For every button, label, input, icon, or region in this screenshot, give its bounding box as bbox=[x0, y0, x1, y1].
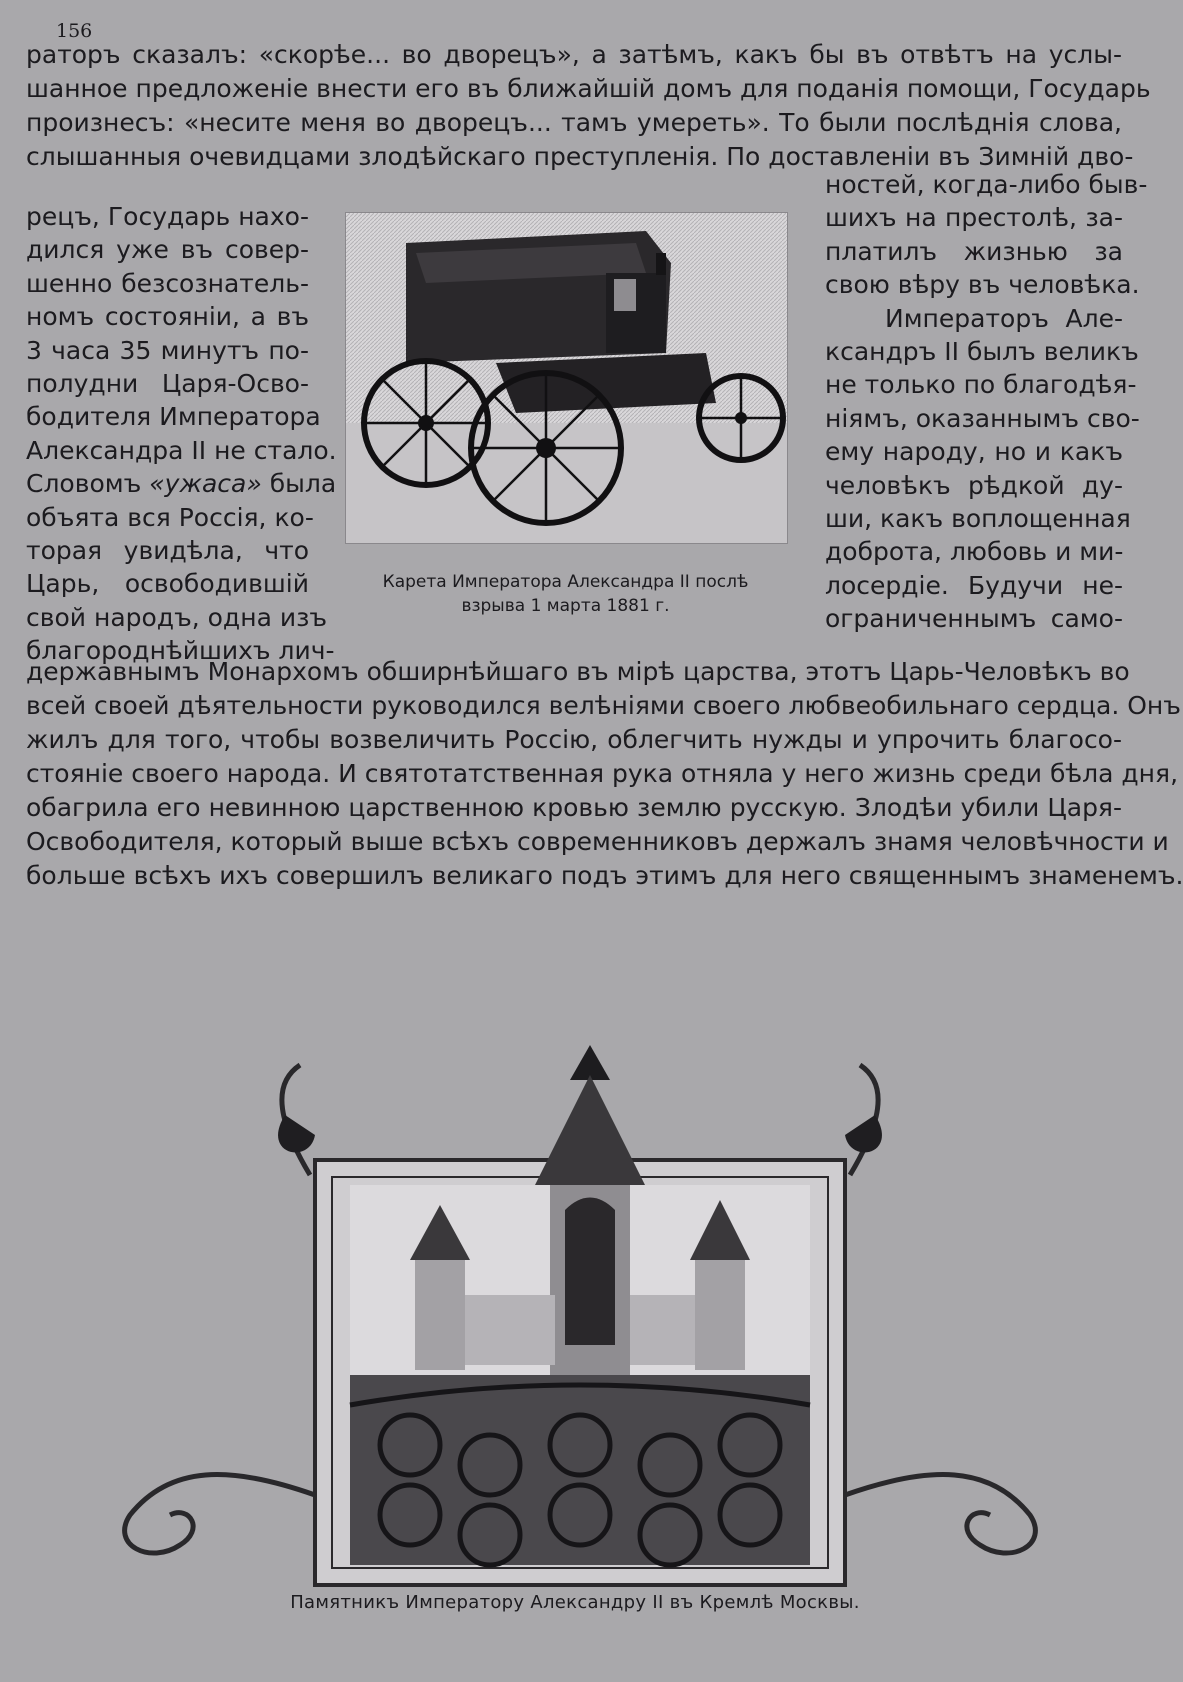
page-number: 156 bbox=[56, 20, 93, 42]
text-line: жилъ для того, чтобы возвеличить Россію, облегчить нужды и упрочить благосо- bbox=[26, 725, 1122, 754]
text-line: не только по благодѣя- bbox=[825, 370, 1137, 400]
text-line: 3 часа 35 минутъ по- bbox=[26, 335, 309, 365]
text-line: шихъ на престолѣ, за- bbox=[825, 203, 1123, 233]
text-line: Царь, освободившій bbox=[26, 569, 309, 599]
text-line: благороднѣйшихъ лич- bbox=[26, 636, 335, 666]
text-line: раторъ сказалъ: «скорѣе... во дворецъ», а затѣмъ, какъ бы въ отвѣтъ на услы- bbox=[26, 40, 1122, 69]
text-line: шенно безсознатель- bbox=[26, 268, 309, 298]
horror-before: Словомъ bbox=[26, 469, 150, 499]
text-line: бодителя Императора bbox=[26, 402, 321, 432]
text-line: свою вѣру въ человѣка. bbox=[825, 270, 1140, 300]
caption-line: взрыва 1 марта 1881 г. bbox=[461, 596, 670, 616]
text-line: Императоръ Але- bbox=[885, 303, 1123, 333]
left-column bbox=[26, 200, 337, 667]
text-line: всей своей дѣятельности руководился велѣніями своего любвеобильнаго сердца. Онъ bbox=[26, 691, 1181, 720]
text-line: лосердіе. Будучи не- bbox=[825, 570, 1123, 600]
carriage-caption bbox=[345, 570, 786, 618]
text-line: стояніе своего народа. И святотатственная рука отняла у него жизнь среди бѣла дня, bbox=[26, 759, 1179, 788]
text-line: ограниченнымъ само- bbox=[825, 604, 1123, 634]
text-line bbox=[26, 467, 337, 500]
monument-caption: Памятникъ Императору Александру II въ Кремлѣ Москвы. bbox=[290, 1592, 860, 1613]
right-column bbox=[825, 168, 1148, 635]
text-line: торая увидѣла, что bbox=[26, 535, 309, 565]
horror-emphasis: «ужаса» bbox=[149, 469, 262, 499]
text-line: ему народу, но и какъ bbox=[825, 437, 1123, 467]
text-line: державнымъ Монархомъ обширнѣйшаго въ мірѣ царства, этотъ Царь-Человѣкъ во bbox=[26, 657, 1130, 686]
text-line: свой народъ, одна изъ bbox=[26, 602, 328, 632]
text-line: ніямъ, оказаннымъ сво- bbox=[825, 403, 1140, 433]
text-line: объята вся Россія, ко- bbox=[26, 502, 314, 532]
monument-illustration bbox=[110, 1045, 1050, 1595]
text-line: человѣкъ рѣдкой ду- bbox=[825, 470, 1123, 500]
text-line: ностей, когда-либо быв- bbox=[825, 170, 1148, 199]
text-line: рецъ, Государь нахо- bbox=[26, 202, 309, 231]
text-line: доброта, любовь и ми- bbox=[825, 537, 1124, 567]
text-line: больше всѣхъ ихъ совершилъ великаго подъ этимъ для него священнымъ знаменемъ. bbox=[26, 861, 1183, 890]
text-line: Освободителя, который выше всѣхъ современниковъ держалъ знамя человѣчности и bbox=[26, 827, 1169, 856]
text-line: полудни Царя-Осво- bbox=[26, 368, 309, 398]
text-line: ксандръ II былъ великъ bbox=[825, 336, 1139, 366]
text-line: дился уже въ совер- bbox=[26, 235, 309, 265]
text-line: слышанныя очевидцами злодѣйскаго преступленія. По доставленіи въ Зимній дво- bbox=[26, 142, 1134, 171]
text-line: обагрила его невинною царственною кровью землю русскую. Злодѣи убили Царя- bbox=[26, 793, 1122, 822]
horror-after: была bbox=[261, 469, 337, 499]
text-line: платилъ жизнью за bbox=[825, 236, 1123, 266]
carriage-illustration bbox=[345, 212, 788, 544]
text-line: Александра II не стало. bbox=[26, 435, 337, 465]
text-line: шанное предложеніе внести его въ ближайшій домъ для поданія помощи, Государь bbox=[26, 74, 1151, 103]
text-line: произнесъ: «несите меня во дворецъ... тамъ умереть». То были послѣднія слова, bbox=[26, 108, 1122, 137]
text-line: ши, какъ воплощенная bbox=[825, 503, 1131, 533]
text-line: номъ состояніи, а въ bbox=[26, 302, 309, 332]
caption-line: Карета Императора Александра II послѣ bbox=[382, 572, 749, 592]
